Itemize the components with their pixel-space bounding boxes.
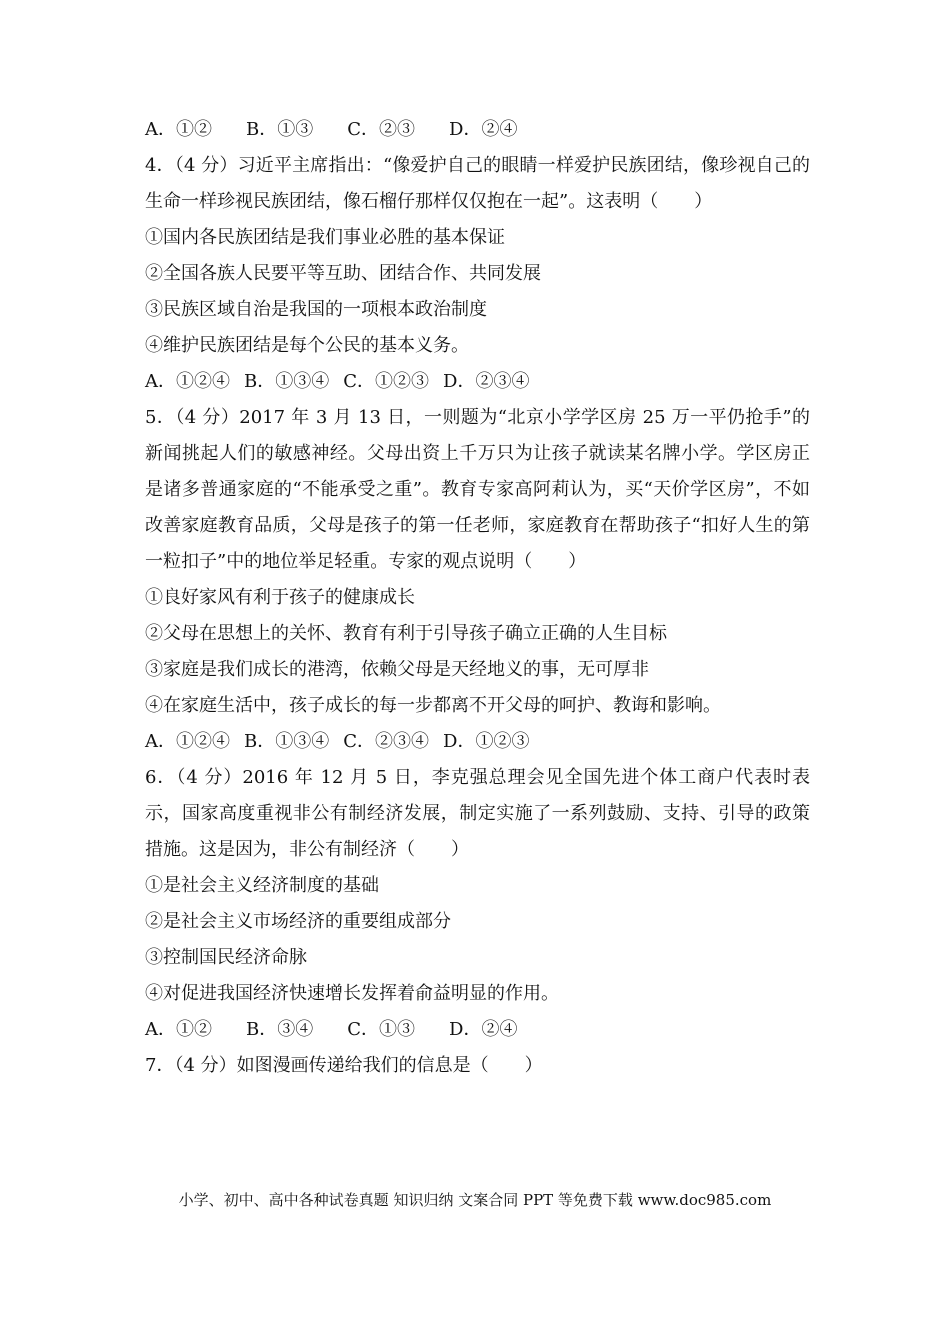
q3-option-a: A．①② — [145, 119, 212, 140]
q5-item-2: ②父母在思想上的关怀、教育有利于引导孩子确立正确的人生目标 — [145, 623, 667, 644]
q4-option-c: C．①②③ — [343, 371, 430, 392]
q3-option-d: D．②④ — [449, 119, 518, 140]
q5-options — [145, 724, 810, 760]
q5-stem: 5．（4 分）2017 年 3 月 13 日，一则题为“北京小学学区房 25 万一平仍抢手”的新闻挑起人们的敏感神经。父母出资上千万只为让孩子就读某名牌小学。学区房正是诸多普通家庭的“不能承受之重”。教育专家高阿莉认为，买“天价学区房”，不如改善家庭教育品质，父母是孩子的第一任老师，家庭教育在帮助孩子“扣好人生的第一粒扣子”中的地位举足轻重。专家的观点说明（ ） — [145, 407, 810, 572]
q4-stem: 4．（4 分）习近平主席指出：“像爱护自己的眼睛一样爱护民族团结，像珍视自己的生命一样珍视民族团结，像石榴仔那样仅仅抱在一起”。这表明（ ） — [145, 155, 810, 212]
q5-item-1: ①良好家风有利于孩子的健康成长 — [145, 587, 415, 608]
q5-item-3: ③家庭是我们成长的港湾，依赖父母是天经地义的事，无可厚非 — [145, 659, 649, 680]
q4-option-b: B．①③④ — [244, 371, 330, 392]
q6-option-c: C．①③ — [347, 1019, 416, 1040]
q6-options — [145, 1012, 810, 1048]
q7-stem: 7．（4 分）如图漫画传递给我们的信息是（ ） — [145, 1055, 543, 1076]
q4-item-2: ②全国各族人民要平等互助、团结合作、共同发展 — [145, 263, 541, 284]
q5-option-c: C．②③④ — [343, 731, 430, 752]
q4-option-a: A．①②④ — [145, 371, 230, 392]
q5-option-b: B．①③④ — [244, 731, 330, 752]
q5-option-d: D．①②③ — [443, 731, 530, 752]
q6-stem: 6．（4 分）2016 年 12 月 5 日，李克强总理会见全国先进个体工商户代表时表示，国家高度重视非公有制经济发展，制定实施了一系列鼓励、支持、引导的政策措施。这是因为，非公有制经济（ ） — [145, 767, 810, 860]
q3-options — [145, 112, 810, 148]
q6-item-3: ③控制国民经济命脉 — [145, 947, 307, 968]
q5-option-a: A．①②④ — [145, 731, 230, 752]
page-footer: 小学、初中、高中各种试卷真题 知识归纳 文案合同 PPT 等免费下载 www.doc985.com — [178, 1191, 772, 1209]
q6-item-4: ④对促进我国经济快速增长发挥着俞益明显的作用。 — [145, 983, 559, 1004]
q6-item-1: ①是社会主义经济制度的基础 — [145, 875, 379, 896]
q4-option-d: D．②③④ — [443, 371, 530, 392]
q3-option-c: C．②③ — [347, 119, 416, 140]
q4-item-1: ①国内各民族团结是我们事业必胜的基本保证 — [145, 227, 505, 248]
question-content — [145, 112, 810, 1084]
q3-option-b: B．①③ — [246, 119, 314, 140]
q6-option-a: A．①② — [145, 1019, 212, 1040]
q5-item-4: ④在家庭生活中，孩子成长的每一步都离不开父母的呵护、教诲和影响。 — [145, 695, 721, 716]
q6-option-b: B．③④ — [246, 1019, 314, 1040]
q6-item-2: ②是社会主义市场经济的重要组成部分 — [145, 911, 451, 932]
q6-option-d: D．②④ — [449, 1019, 518, 1040]
q4-options — [145, 364, 810, 400]
q4-item-4: ④维护民族团结是每个公民的基本义务。 — [145, 335, 469, 356]
q4-item-3: ③民族区域自治是我国的一项根本政治制度 — [145, 299, 487, 320]
